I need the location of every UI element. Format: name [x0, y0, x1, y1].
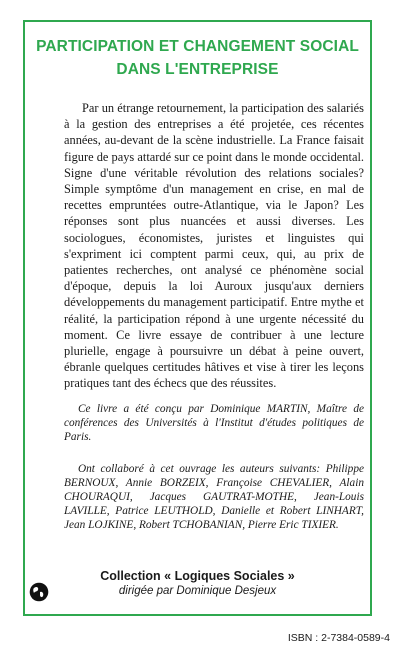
contributors-note: Ont collaboré à cet ouvrage les auteurs suivants: Philippe BERNOUX, Annie BORZEIX, Françoise CHEVALIER, Alain CHOURAQUI, Jacques GAUTRAT-MOTHE, Jean-Louis LAVILLE, Patrice LEUTHOLD, Danielle et Robert LINHART, Jean LOJKINE, Robert TCHOBANIAN, Pierre Eric TIXIER.	[64, 463, 364, 531]
title-line-1: PARTICIPATION ET CHANGEMENT SOCIAL	[36, 38, 359, 55]
editor-note: Ce livre a été conçu par Dominique MARTIN, Maître de conférences des Universités à l'Institut d'études politiques de Paris.	[64, 403, 364, 443]
isbn-label: ISBN : 2-7384-0589-4	[287, 632, 390, 644]
back-cover-blurb: Par un étrange retournement, la participation des salariés à la gestion des entreprises a été projetée, ces récentes années, au-devant de la scène industrielle. La France faisait figure de pays attardé sur ce point dans le monde occidental. Signe d'une véritable révolution des relations sociales? Simple symptôme d'un management en crise, en mal de recettes empruntées outre-Atlantique, via le Japon? Les réponses sont plus nuancées et aussi diverses. Les sociologues, économistes, juristes et linguistes qui s'expriment ici comptent parmi ceux, qui, au prix de patientes recherches, ont analysé ce phénomène social d'époque, depuis la loi Auroux jusqu'aux derniers développements du management participatif. Entre mythe et réalité, la participation répond à une urgente nécessité du moment. Ce livre essaye de contribuer à une lecture plurielle, engage à poursuivre un débat à peine ouvert, ébranle quelques certitudes hâtives et vise à tirer les leçons pratiques tant des échecs que des réussites.	[64, 101, 364, 391]
collection-name: Collection « Logiques Sociales »	[100, 569, 295, 583]
book-title	[23, 35, 372, 81]
title-line-2: DANS L'ENTREPRISE	[116, 61, 279, 78]
collection-director: dirigée par Dominique Desjeux	[118, 585, 277, 597]
globe-logo-icon	[29, 582, 49, 602]
